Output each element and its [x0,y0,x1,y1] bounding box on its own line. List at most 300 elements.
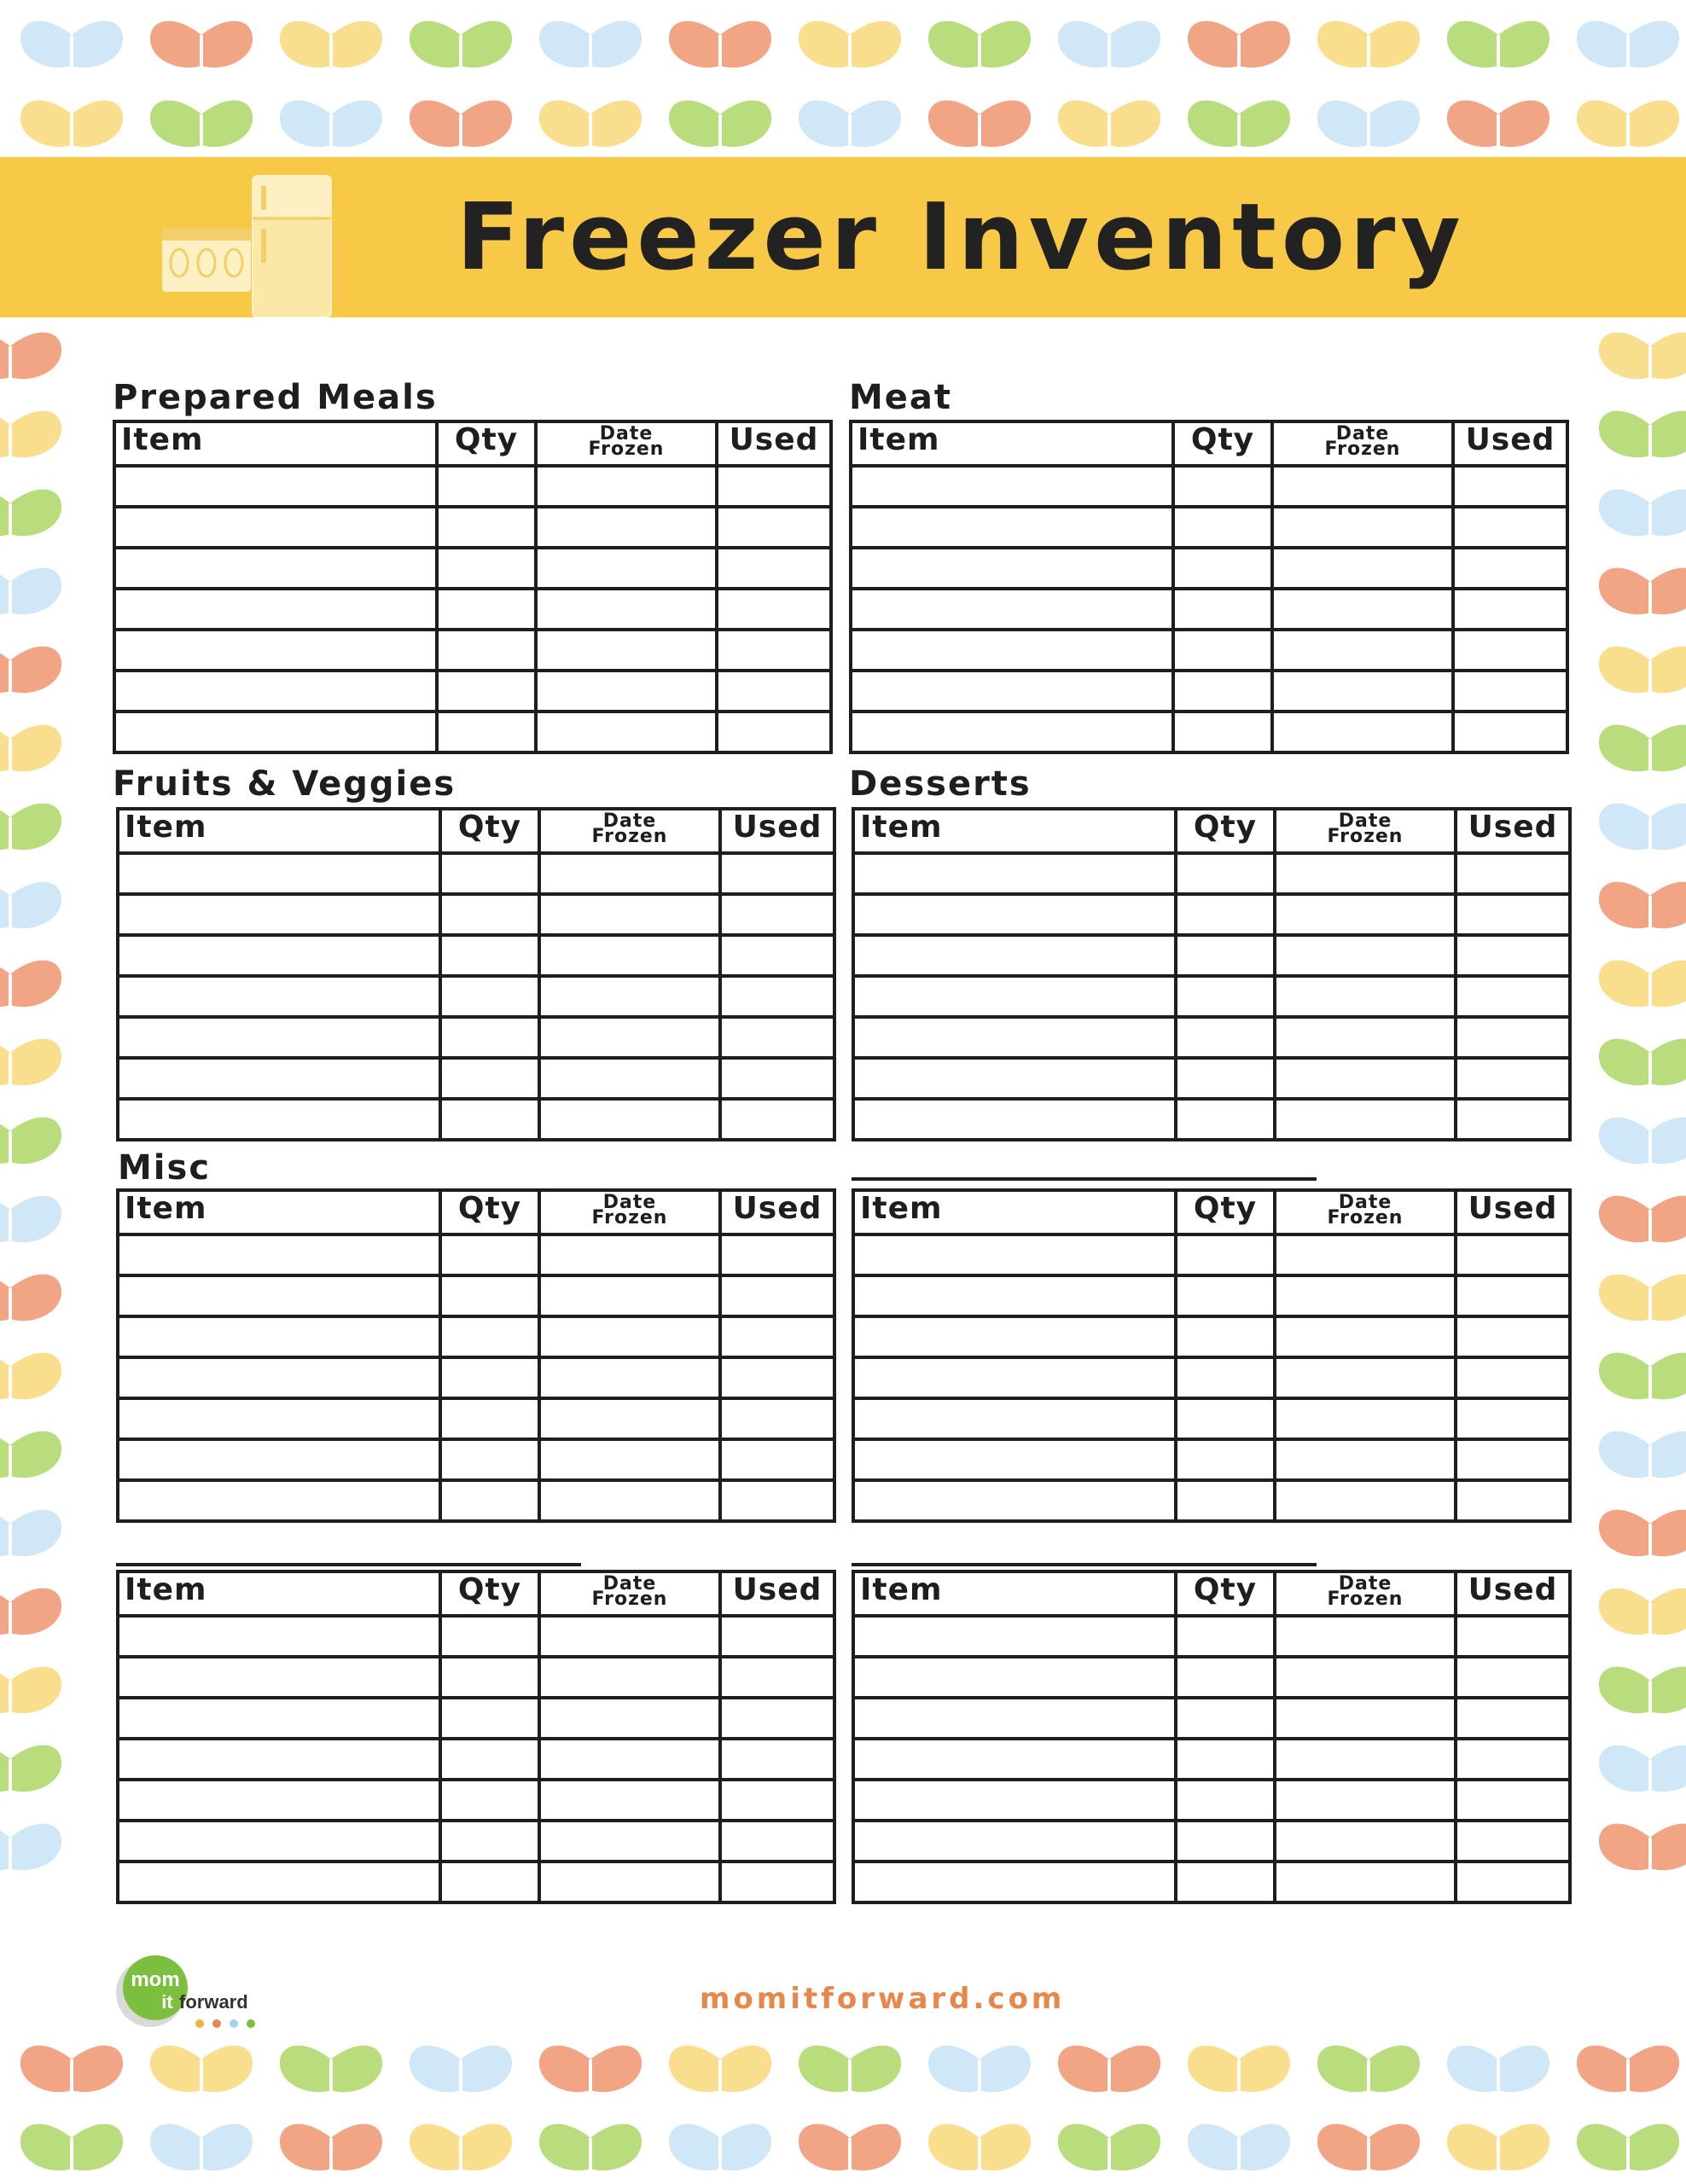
cell-item[interactable] [118,894,440,935]
leaf-decoration [1314,2037,1423,2097]
cell-used[interactable] [1453,589,1567,630]
logo-it-text: it [161,1991,173,2013]
leaf-decoration [1596,952,1686,1012]
table-row [114,548,831,589]
cell-date-frozen[interactable] [539,1058,720,1099]
cell-qty[interactable] [1176,1398,1275,1439]
cell-date-frozen[interactable] [539,935,720,976]
leaf-decoration [1596,1815,1686,1875]
cell-qty[interactable] [1176,1275,1275,1316]
cell-item[interactable] [853,1099,1176,1140]
page-title: Freezer Inventory [456,184,1466,291]
cell-qty[interactable] [1173,466,1272,507]
cell-date-frozen[interactable] [539,1698,720,1739]
cell-item[interactable] [851,507,1173,548]
cell-used[interactable] [1456,1017,1570,1058]
cell-item[interactable] [118,1357,440,1398]
cell-qty[interactable] [440,1398,539,1439]
cell-item[interactable] [853,1398,1176,1439]
cell-used[interactable] [717,589,831,630]
inventory-table [852,807,1572,1141]
cell-date-frozen[interactable] [1275,976,1456,1017]
cell-date-frozen[interactable] [1275,1439,1456,1480]
cell-used[interactable] [1456,976,1570,1017]
cell-item[interactable] [853,935,1176,976]
cell-date-frozen[interactable] [1275,1698,1456,1739]
cell-used[interactable] [717,630,831,671]
cell-qty[interactable] [437,507,536,548]
cell-qty[interactable] [1176,1316,1275,1357]
cell-used[interactable] [1456,1821,1570,1862]
header-used: Used [720,1571,834,1616]
cell-date-frozen[interactable] [536,712,717,752]
table-row [853,1275,1570,1316]
cell-date-frozen[interactable] [539,1739,720,1780]
cell-used[interactable] [720,1099,834,1140]
cell-qty[interactable] [1176,976,1275,1017]
cell-item[interactable] [851,712,1173,752]
cell-qty[interactable] [437,671,536,712]
cell-date-frozen[interactable] [1275,894,1456,935]
cell-date-frozen[interactable] [1275,1275,1456,1316]
cell-date-frozen[interactable] [1275,1058,1456,1099]
cell-used[interactable] [717,507,831,548]
cell-date-frozen[interactable] [539,1657,720,1698]
cell-date-frozen[interactable] [1275,1017,1456,1058]
cell-used[interactable] [1453,671,1567,712]
table-row [118,935,834,976]
cell-qty[interactable] [440,894,539,935]
cell-used[interactable] [720,1398,834,1439]
cell-item[interactable] [853,1698,1176,1739]
cell-qty[interactable] [1176,1439,1275,1480]
cell-qty[interactable] [1176,1698,1275,1739]
logo-mom-text: mom [131,1968,180,1991]
table-row [851,507,1567,548]
cell-date-frozen[interactable] [539,1357,720,1398]
cell-used[interactable] [1453,548,1567,589]
table-row [851,548,1567,589]
cell-date-frozen[interactable] [539,1439,720,1480]
header-used: Used [1456,809,1570,853]
cell-qty[interactable] [440,1234,539,1275]
table-row [853,1480,1570,1521]
cell-item[interactable] [118,1616,440,1657]
cell-used[interactable] [1453,630,1567,671]
header-item: Item [118,809,440,853]
cell-item[interactable] [118,1439,440,1480]
cell-used[interactable] [720,1698,834,1739]
cell-item[interactable] [114,507,437,548]
cell-item[interactable] [853,1616,1176,1657]
leaf-decoration [795,2037,904,2097]
cell-used[interactable] [720,1275,834,1316]
cell-item[interactable] [851,589,1173,630]
leaf-decoration [1314,2116,1423,2175]
cell-used[interactable] [720,1058,834,1099]
cell-used[interactable] [720,1234,834,1275]
header-date-frozen [539,1190,720,1234]
cell-used[interactable] [1456,1234,1570,1275]
cell-used[interactable] [1456,1439,1570,1480]
cell-date-frozen[interactable] [1275,1234,1456,1275]
cell-item[interactable] [853,1357,1176,1398]
cell-used[interactable] [1456,1357,1570,1398]
cell-used[interactable] [1456,1480,1570,1521]
cell-item[interactable] [118,1058,440,1099]
cell-qty[interactable] [440,1316,539,1357]
cell-item[interactable] [853,1234,1176,1275]
cell-date-frozen[interactable] [1275,1316,1456,1357]
cell-qty[interactable] [440,976,539,1017]
cell-used[interactable] [720,976,834,1017]
cell-qty[interactable] [440,1058,539,1099]
leaf-decoration [1596,324,1686,384]
table-row [851,671,1567,712]
cell-item[interactable] [118,1099,440,1140]
cell-used[interactable] [720,1780,834,1821]
table-row [118,976,834,1017]
cell-used[interactable] [720,1480,834,1521]
leaf-decoration [1573,92,1683,152]
cell-date-frozen[interactable] [1272,712,1453,752]
cell-used[interactable] [720,894,834,935]
cell-used[interactable] [717,466,831,507]
inventory-table [849,420,1569,754]
table-row [853,976,1570,1017]
cell-used[interactable] [1453,466,1567,507]
header-date-frozen [1275,1571,1456,1616]
leaf-decoration [0,1345,65,1404]
cell-used[interactable] [720,1616,834,1657]
cell-date-frozen[interactable] [536,630,717,671]
cell-used[interactable] [717,671,831,712]
cell-item[interactable] [853,1821,1176,1862]
cell-used[interactable] [1456,1099,1570,1140]
cell-used[interactable] [720,1316,834,1357]
cell-qty[interactable] [1173,630,1272,671]
cell-item[interactable] [118,935,440,976]
cell-date-frozen[interactable] [539,1234,720,1275]
cell-date-frozen[interactable] [536,548,717,589]
cell-qty[interactable] [1176,1780,1275,1821]
cell-item[interactable] [853,853,1176,894]
cell-item[interactable] [118,1234,440,1275]
cell-item[interactable] [118,1017,440,1058]
cell-item[interactable] [118,1739,440,1780]
cell-qty[interactable] [440,1780,539,1821]
cell-item[interactable] [114,548,437,589]
cell-item[interactable] [118,1862,440,1902]
cell-date-frozen[interactable] [539,1275,720,1316]
cell-qty[interactable] [1173,589,1272,630]
cell-qty[interactable] [440,1616,539,1657]
cell-date-frozen[interactable] [1272,507,1453,548]
cell-qty[interactable] [1176,1657,1275,1698]
cell-date-frozen[interactable] [1275,1780,1456,1821]
cell-used[interactable] [720,1357,834,1398]
leaf-decoration [0,1815,65,1875]
cell-date-frozen[interactable] [539,1480,720,1521]
header-used: Used [1456,1571,1570,1616]
leaf-decoration [0,1658,65,1718]
cell-item[interactable] [853,894,1176,935]
table-row [118,1862,834,1902]
leaf-decoration [666,92,775,152]
cell-qty[interactable] [1176,1821,1275,1862]
cell-qty[interactable] [1176,1480,1275,1521]
cell-item[interactable] [851,548,1173,589]
cell-date-frozen[interactable] [539,1862,720,1902]
cell-date-frozen[interactable] [539,1780,720,1821]
cell-qty[interactable] [1176,935,1275,976]
cell-qty[interactable] [437,548,536,589]
cell-used[interactable] [1453,507,1567,548]
cell-item[interactable] [114,589,437,630]
header-item: Item [118,1190,440,1234]
cell-used[interactable] [1456,1398,1570,1439]
cell-item[interactable] [118,1657,440,1698]
header-qty: Qty [440,809,539,853]
cell-used[interactable] [1456,1862,1570,1902]
cell-item[interactable] [118,1398,440,1439]
cell-used[interactable] [717,712,831,752]
cell-qty[interactable] [1176,1357,1275,1398]
cell-item[interactable] [851,630,1173,671]
leaf-decoration [147,2037,256,2097]
cell-used[interactable] [720,1821,834,1862]
cell-date-frozen[interactable] [539,1099,720,1140]
cell-item[interactable] [853,1480,1176,1521]
cell-date-frozen[interactable] [539,853,720,894]
cell-qty[interactable] [440,1862,539,1902]
cell-used[interactable] [1456,1739,1570,1780]
cell-item[interactable] [118,853,440,894]
cell-used[interactable] [1456,894,1570,935]
cell-used[interactable] [1456,1058,1570,1099]
cell-qty[interactable] [440,1275,539,1316]
table-row [118,1657,834,1698]
cell-used[interactable] [720,935,834,976]
cell-date-frozen[interactable] [536,671,717,712]
leaf-decoration [925,13,1034,73]
cell-date-frozen[interactable] [1275,853,1456,894]
header-item: Item [853,1190,1176,1234]
cell-used[interactable] [1456,1698,1570,1739]
cell-qty[interactable] [437,466,536,507]
cell-date-frozen[interactable] [1275,935,1456,976]
cell-date-frozen[interactable] [539,894,720,935]
leaf-decoration [795,13,904,73]
header-item: Item [118,1571,440,1616]
cell-date-frozen[interactable] [539,1398,720,1439]
header-date-bottom: Frozen [591,1589,668,1610]
cell-used[interactable] [720,1739,834,1780]
leaf-decoration [1596,1266,1686,1326]
leaf-decoration [17,92,126,152]
table-row [114,466,831,507]
cell-used[interactable] [1456,853,1570,894]
cell-date-frozen[interactable] [1272,466,1453,507]
cell-date-frozen[interactable] [536,466,717,507]
header-date-top: Date [602,810,657,832]
cell-item[interactable] [853,1780,1176,1821]
cell-qty[interactable] [440,1739,539,1780]
cell-item[interactable] [118,976,440,1017]
cell-date-frozen[interactable] [539,1821,720,1862]
cell-date-frozen[interactable] [1275,1657,1456,1698]
table-header-row [853,809,1570,853]
cell-qty[interactable] [1176,1099,1275,1140]
table-row [114,589,831,630]
cell-used[interactable] [720,853,834,894]
table-row [853,1058,1570,1099]
cell-qty[interactable] [1173,671,1272,712]
leaf-decoration [406,2116,515,2175]
cell-used[interactable] [1456,1657,1570,1698]
cell-date-frozen[interactable] [1275,1821,1456,1862]
cell-item[interactable] [118,1698,440,1739]
cell-qty[interactable] [440,1480,539,1521]
table-row [118,894,834,935]
leaf-decoration [0,1109,65,1169]
cell-qty[interactable] [440,1698,539,1739]
cell-qty[interactable] [440,1657,539,1698]
cell-qty[interactable] [440,1439,539,1480]
cell-date-frozen[interactable] [1272,630,1453,671]
cell-used[interactable] [1456,1616,1570,1657]
cell-item[interactable] [118,1275,440,1316]
cell-item[interactable] [114,466,437,507]
table-row [118,1058,834,1099]
cell-date-frozen[interactable] [539,1616,720,1657]
cell-qty[interactable] [1176,1616,1275,1657]
cell-used[interactable] [1456,1275,1570,1316]
cell-item[interactable] [851,671,1173,712]
section-title-blank-line[interactable] [852,1177,1317,1181]
cell-date-frozen[interactable] [1275,1480,1456,1521]
cell-item[interactable] [114,712,437,752]
leaf-decoration [1055,13,1164,73]
cell-item[interactable] [853,1862,1176,1902]
mom-it-forward-logo [111,1954,282,2030]
leaf-decoration [1444,2037,1553,2097]
leaf-decoration [1596,1658,1686,1718]
cell-date-frozen[interactable] [539,1017,720,1058]
cell-item[interactable] [118,1821,440,1862]
cell-date-frozen[interactable] [1275,1862,1456,1902]
cell-qty[interactable] [1173,548,1272,589]
table-row [118,1780,834,1821]
cell-date-frozen[interactable] [1272,589,1453,630]
cell-item[interactable] [853,976,1176,1017]
cell-item[interactable] [853,1739,1176,1780]
cell-used[interactable] [720,1439,834,1480]
cell-used[interactable] [717,548,831,589]
leaf-decoration [536,13,645,73]
cell-used[interactable] [720,1017,834,1058]
cell-date-frozen[interactable] [1275,1739,1456,1780]
cell-item[interactable] [114,671,437,712]
cell-used[interactable] [1456,1780,1570,1821]
leaf-decoration [1596,403,1686,462]
cell-date-frozen[interactable] [1272,671,1453,712]
cell-date-frozen[interactable] [1275,1398,1456,1439]
cell-date-frozen[interactable] [539,1316,720,1357]
cell-qty[interactable] [440,935,539,976]
cell-qty[interactable] [440,1821,539,1862]
table-row [853,1698,1570,1739]
cell-qty[interactable] [440,853,539,894]
section-title-blank-line[interactable] [852,1563,1317,1566]
leaf-decoration [666,2116,775,2175]
cell-qty[interactable] [437,712,536,752]
cell-date-frozen[interactable] [536,589,717,630]
cell-qty[interactable] [1176,1017,1275,1058]
cell-item[interactable] [853,1275,1176,1316]
cell-qty[interactable] [440,1099,539,1140]
cell-item[interactable] [853,1017,1176,1058]
cell-used[interactable] [1453,712,1567,752]
cell-item[interactable] [853,1058,1176,1099]
cell-qty[interactable] [1176,1058,1275,1099]
cell-item[interactable] [853,1439,1176,1480]
cell-qty[interactable] [437,630,536,671]
cell-date-frozen[interactable] [1272,548,1453,589]
cell-qty[interactable] [437,589,536,630]
cell-qty[interactable] [440,1017,539,1058]
cell-item[interactable] [853,1316,1176,1357]
table-row [853,1657,1570,1698]
cell-qty[interactable] [1176,1739,1275,1780]
cell-used[interactable] [720,1657,834,1698]
cell-item[interactable] [118,1780,440,1821]
inventory-table [116,1188,836,1523]
cell-date-frozen[interactable] [1275,1357,1456,1398]
header-item: Item [114,421,437,466]
cell-date-frozen[interactable] [1275,1616,1456,1657]
section-title: Meat [849,378,953,417]
section-title: Prepared Meals [113,378,438,417]
cell-date-frozen[interactable] [539,976,720,1017]
cell-item[interactable] [851,466,1173,507]
cell-item[interactable] [114,630,437,671]
cell-qty[interactable] [1173,712,1272,752]
table-row [118,1821,834,1862]
cell-qty[interactable] [440,1357,539,1398]
cell-used[interactable] [1456,1316,1570,1357]
cell-qty[interactable] [1176,853,1275,894]
header-date-frozen [1275,809,1456,853]
cell-date-frozen[interactable] [1275,1099,1456,1140]
table-row [851,712,1567,752]
leaf-decoration [0,1188,65,1247]
cell-qty[interactable] [1176,1862,1275,1902]
leaf-decoration [1314,92,1423,152]
cell-item[interactable] [118,1316,440,1357]
cell-qty[interactable] [1173,507,1272,548]
section-title: Desserts [849,764,1032,804]
cell-date-frozen[interactable] [536,507,717,548]
cell-used[interactable] [720,1862,834,1902]
cell-used[interactable] [1456,935,1570,976]
cell-item[interactable] [853,1657,1176,1698]
cell-qty[interactable] [1176,1234,1275,1275]
table-row [853,1017,1570,1058]
cell-qty[interactable] [1176,894,1275,935]
section-title-blank-line[interactable] [116,1563,581,1566]
cell-item[interactable] [118,1480,440,1521]
